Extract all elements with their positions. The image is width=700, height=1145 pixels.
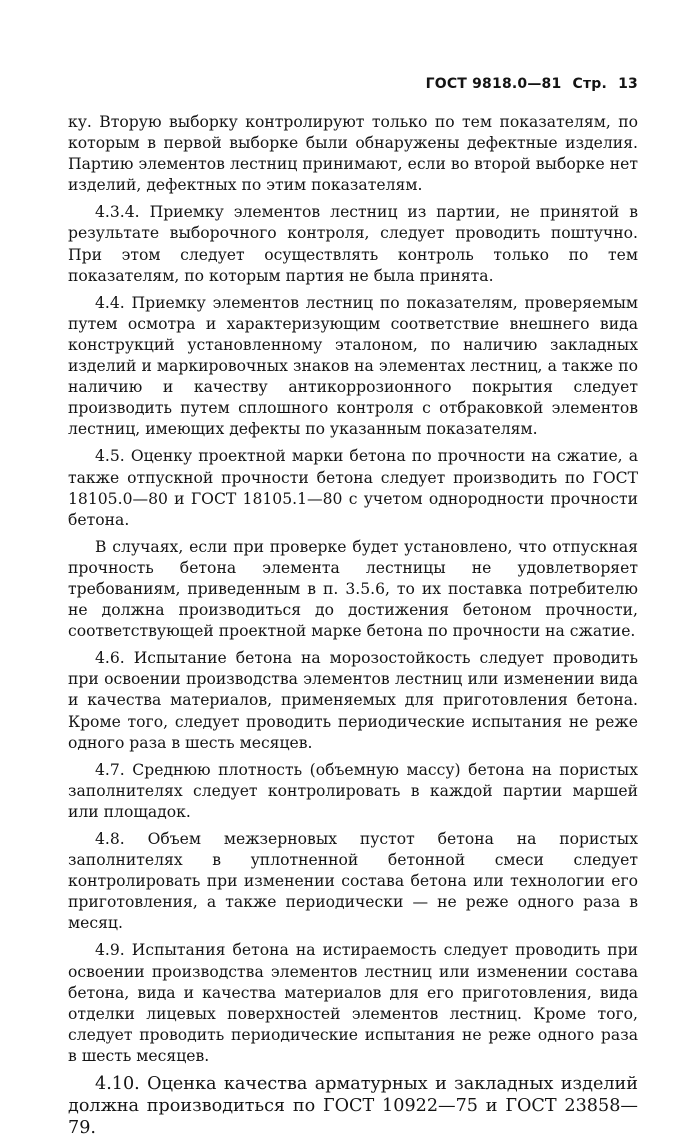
standard-number: ГОСТ 9818.0—81 <box>425 76 562 92</box>
paragraph-4-9: 4.9. Испытания бетона на истираемость следует проводить при освоении производства элементов лестниц или изменении состава бетона, вида и качества материалов для его приготовления, вида отделки лицевых поверхностей элементов лестниц. Кроме того, следует проводить периодические испытания не реже одного раза в шесть месяцев. <box>68 941 638 1065</box>
page-number: 13 <box>618 76 638 92</box>
paragraph-continuation: ку. Вторую выборку контролируют только по тем показателям, по которым в первой выборке были обнаружены дефектные изделия. Партию элементов лестниц принимают, если во второй выборке нет изделий, дефектных по этим показателям. <box>68 113 638 195</box>
paragraph-4-7: 4.7. Среднюю плотность (объемную массу) бетона на пористых заполнителях следует контролировать в каждой партии маршей или площадок. <box>68 760 638 821</box>
page-label: Стр. <box>572 76 608 92</box>
paragraph-4-5-note: В случаях, если при проверке будет установлено, что отпускная прочность бетона элемента лестницы не удовлетворяет требованиям, приведенным в п. 3.5.6, то их поставка потребителю не должна производиться до достижения бетоном прочности, соответствующей проектной марке бетона по прочности на сжатие. <box>68 537 638 641</box>
paragraph-4-8: 4.8. Объем межзерновых пустот бетона на пористых заполнителях в уплотненной бетонной смеси следует контролировать при изменении состава бетона или технологии его приготовления, а также периодически — не реже одного раза в месяц. <box>68 830 638 933</box>
document-body <box>68 112 638 1145</box>
paragraph-4-5: 4.5. Оценку проектной марки бетона по прочности на сжатие, а также отпускной прочности бетона следует производить по ГОСТ 18105.0—80 и ГОСТ 18105.1—80 с учетом однородности прочности бетона. <box>68 447 638 529</box>
paragraph-4-4: 4.4. Приемку элементов лестниц по показателям, проверяемым путем осмотра и характеризующим соответствие внешнего вида конструкций установленному эталоном, по наличию закладных изделий и маркировочных знаков на элементах лестниц, а также по наличию и качеству антикоррозионного покрытия следует производить путем сплошного контроля с отбраковкой элементов лестниц, имеющих дефекты по указанным показателям. <box>68 293 638 439</box>
page-header <box>426 76 638 92</box>
paragraph-4-10: 4.10. Оценка качества арматурных и закладных изделий должна производиться по ГОСТ 10922—75 и ГОСТ 23858—79. <box>68 1074 638 1139</box>
paragraph-4-3-4: 4.3.4. Приемку элементов лестниц из партии, не принятой в результате выборочного контроля, следует проводить поштучно. При этом следует осуществлять контроль только по тем показателям, по которым партия не была принята. <box>68 203 638 285</box>
paragraph-4-6: 4.6. Испытание бетона на морозостойкость следует проводить при освоении производства элементов лестниц или изменении вида и качества материалов, применяемых для приготовления бетона. Кроме того, следует проводить периодические испытания не реже одного раза в шесть месяцев. <box>68 649 638 752</box>
